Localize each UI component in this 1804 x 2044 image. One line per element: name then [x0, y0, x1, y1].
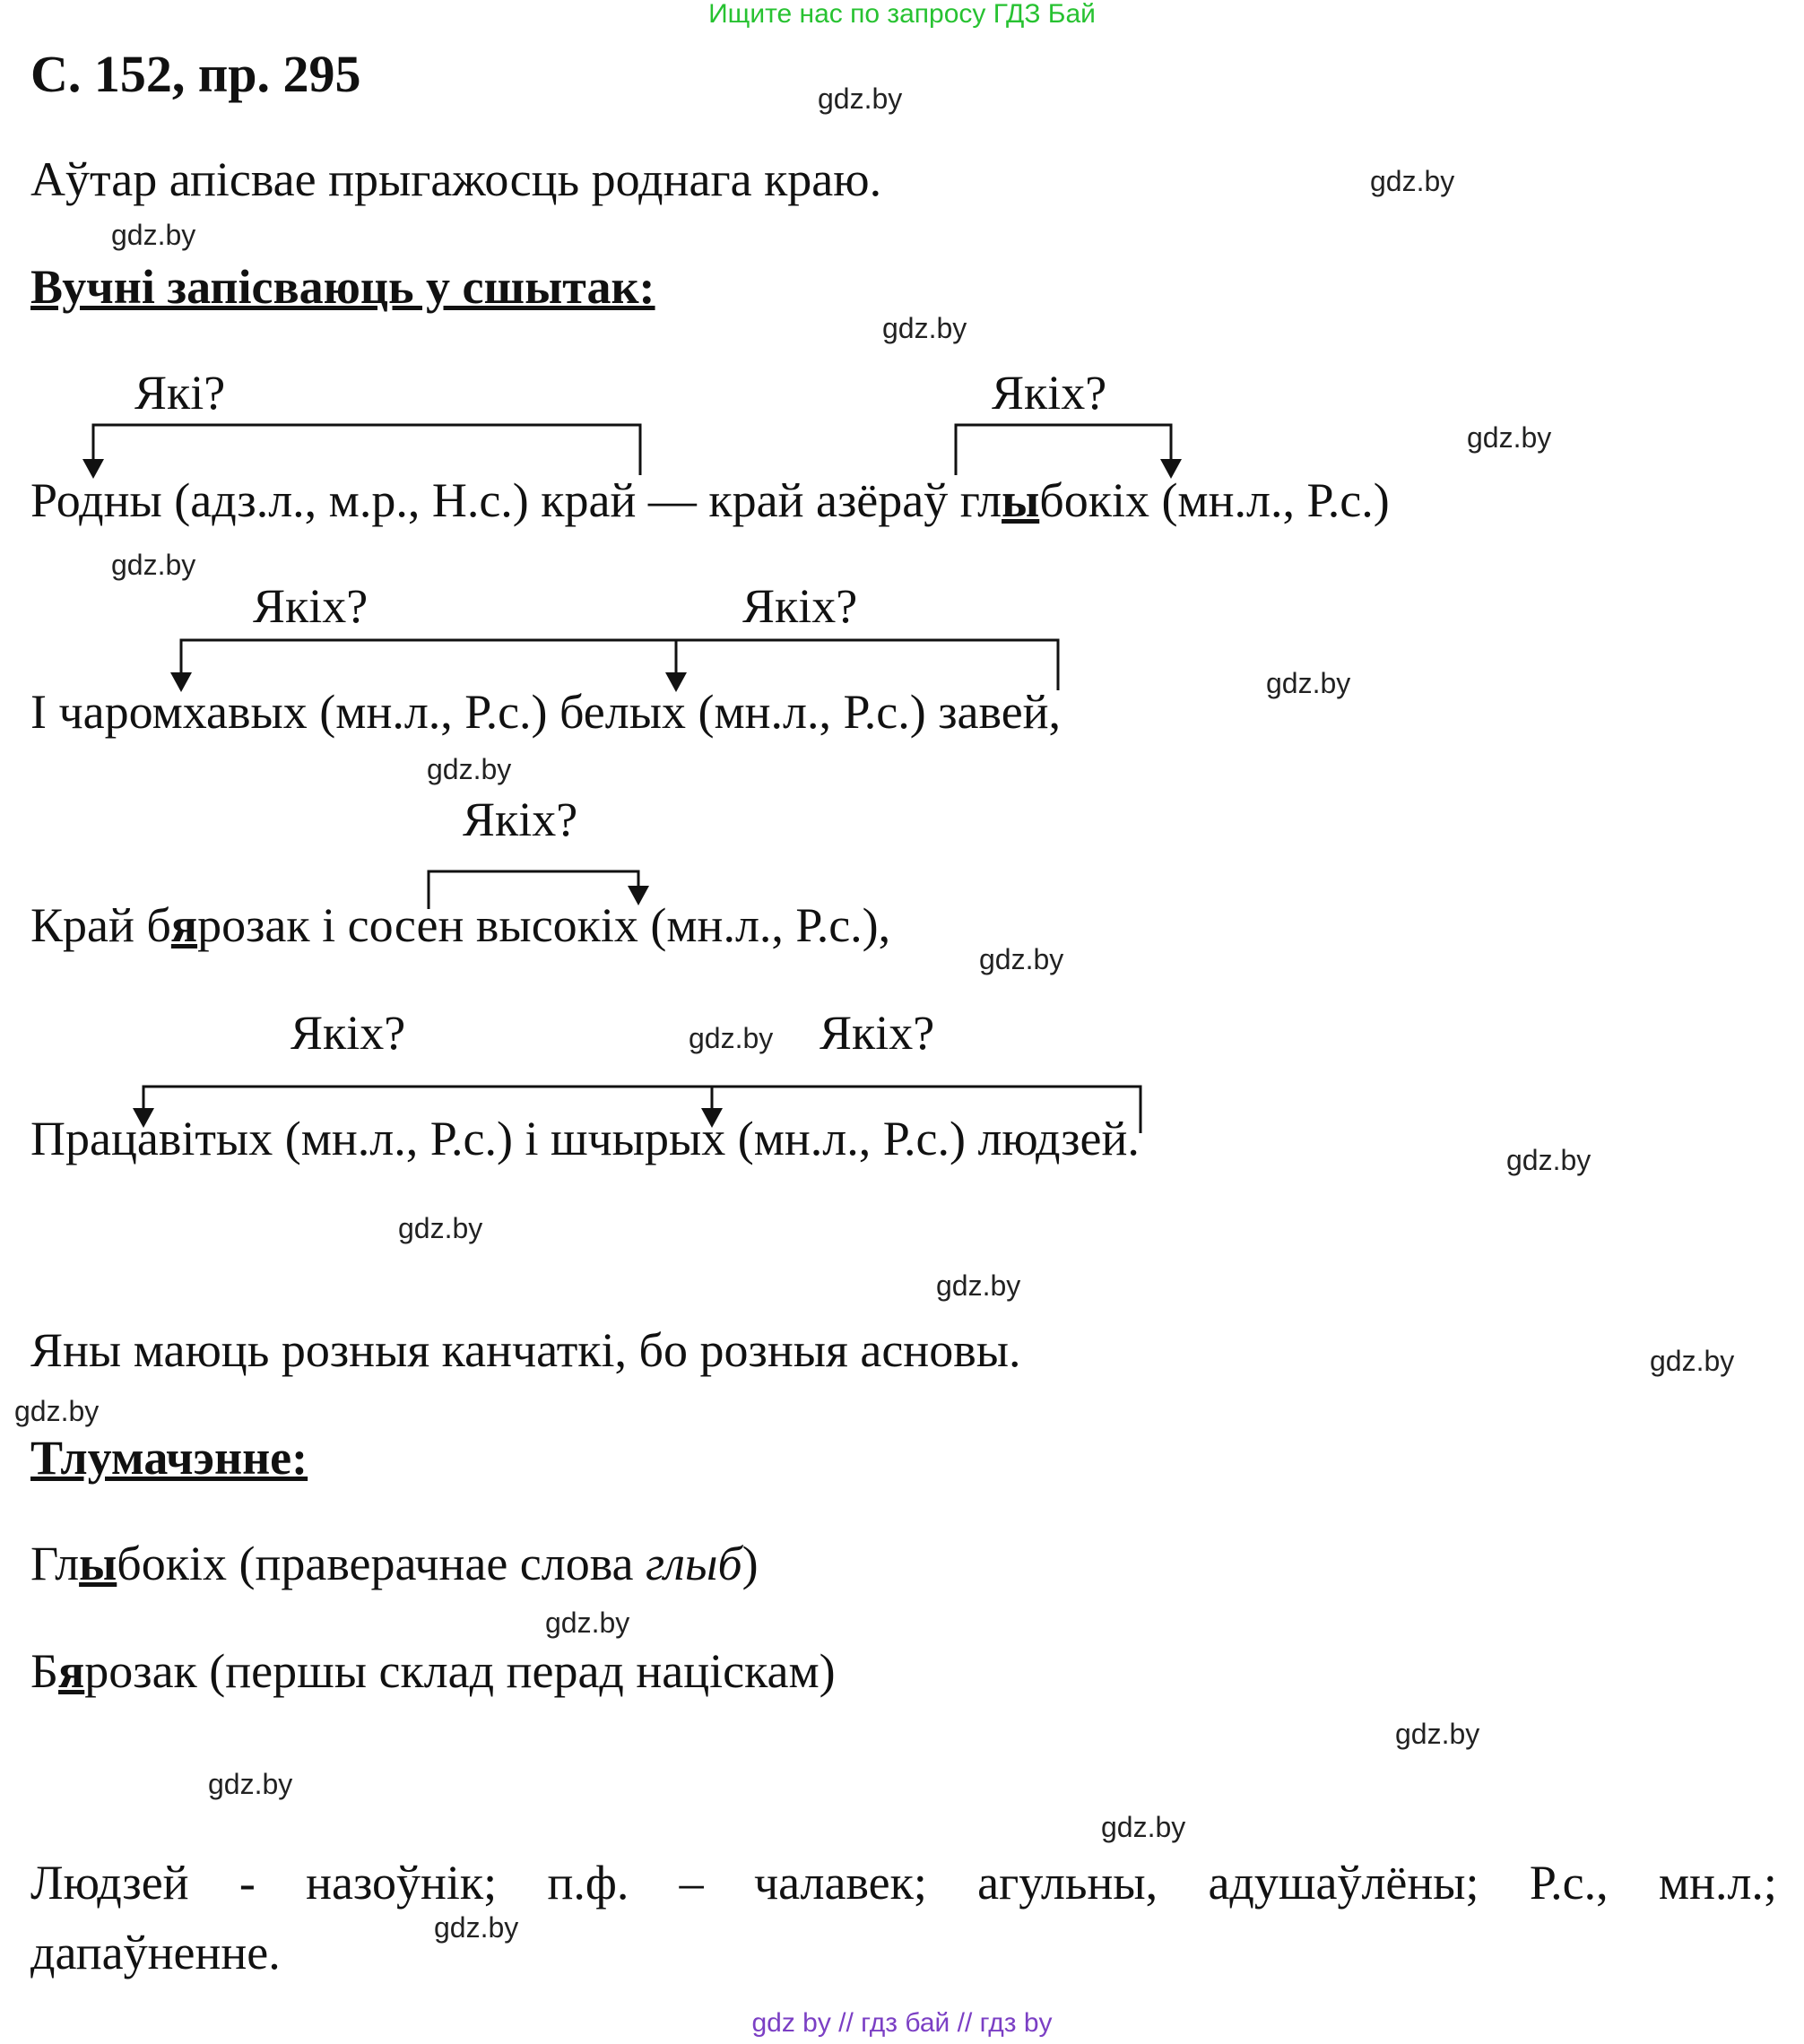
watermark: gdz.by [689, 1022, 774, 1054]
stressed-vowel-mark: ы [79, 1537, 117, 1590]
watermark: gdz.by [434, 1911, 519, 1944]
explanation-line-1 [30, 1535, 759, 1592]
explanation-line-3 [30, 1854, 1777, 1911]
word: чалавек; [753, 1856, 927, 1910]
sentence-line-1 [30, 472, 1390, 529]
watermark: gdz.by [208, 1768, 293, 1800]
text-fragment: Б [30, 1644, 59, 1698]
heading-notebook: Вучні запісваюць у сшытак: [30, 260, 655, 314]
question-label: Якіх? [820, 1006, 935, 1060]
stressed-vowel-mark: ы [1002, 473, 1040, 527]
watermark: gdz.by [936, 1269, 1021, 1302]
text-fragment: бокіх (праверачнае слова [117, 1537, 646, 1590]
watermark: gdz.by [111, 219, 196, 251]
conclusion-line: Яны маюць розныя канчаткі, бо розныя асновы. [30, 1323, 1021, 1377]
question-label: Якіх? [742, 579, 858, 633]
question-label: Якіх? [291, 1006, 406, 1060]
watermark: gdz.by [427, 753, 512, 785]
question-label: Які? [134, 366, 226, 420]
bracket-2 [956, 425, 1182, 479]
explanation-line-2 [30, 1642, 836, 1700]
sentence-line-4: Працавітых (мн.л., Р.с.) і шчырых (мн.л., Р.с.) людзей. [30, 1112, 1140, 1165]
word: назоўнік; [306, 1856, 498, 1910]
footer-links: gdz by // гдз бай // гдз by [751, 2008, 1053, 2038]
page-title: С. 152, пр. 295 [30, 45, 361, 103]
word: Р.с., [1529, 1856, 1609, 1910]
watermark: gdz.by [882, 312, 967, 344]
watermark: gdz.by [14, 1395, 100, 1427]
sentence-line-3 [30, 896, 890, 954]
watermark: gdz.by [979, 943, 1064, 975]
explanation-line-3-end: дапаўненне. [30, 1926, 281, 1979]
watermark: gdz.by [398, 1212, 483, 1244]
text-fragment: Родны (адз.л., м.р., Н.с.) край — край азёраў гл [30, 473, 1002, 527]
watermark: gdz.by [111, 549, 196, 581]
stressed-vowel-mark: я [58, 1644, 85, 1698]
word: адушаўлёны; [1208, 1856, 1479, 1910]
text-fragment: бокіх (мн.л., Р.с.) [1039, 473, 1390, 527]
watermark: gdz.by [1506, 1144, 1592, 1176]
sentence-line-2: І чаромхавых (мн.л., Р.с.) белых (мн.л., Р.с.) завей, [30, 685, 1062, 739]
watermark: gdz.by [1266, 667, 1351, 699]
question-label: Якіх? [253, 579, 369, 633]
text-fragment: Гл [30, 1537, 80, 1590]
watermark: gdz.by [1395, 1718, 1480, 1750]
text-fragment: розак і сосен высокіх (мн.л., Р.с.), [197, 898, 891, 952]
check-word: глыб [645, 1537, 742, 1590]
watermark: gdz.by [545, 1607, 630, 1639]
watermark: gdz.by [1467, 421, 1552, 454]
stressed-vowel-mark: я [170, 898, 198, 952]
word: - [239, 1856, 256, 1910]
heading-explanation: Тлумачэнне: [30, 1431, 308, 1485]
word: мн.л.; [1658, 1856, 1777, 1910]
word: п.ф. [547, 1856, 629, 1910]
word: – [679, 1856, 704, 1910]
question-label: Якіх? [992, 366, 1107, 420]
intro-line: Аўтар апісвае прыгажосць роднага краю. [30, 152, 882, 206]
text-fragment: ) [742, 1537, 759, 1590]
bracket-1 [82, 425, 640, 479]
word: агульны, [977, 1856, 1158, 1910]
watermark: gdz.by [818, 82, 903, 115]
word: Людзей [30, 1856, 189, 1910]
watermark: gdz.by [1650, 1345, 1735, 1377]
text-fragment: розак (першы склад перад націскам) [84, 1644, 836, 1698]
watermark: gdz.by [1370, 165, 1455, 197]
question-label: Якіх? [463, 792, 578, 846]
text-fragment: Край б [30, 898, 171, 952]
watermark: gdz.by [1101, 1811, 1186, 1843]
search-banner: Ищите нас по запросу ГДЗ Бай [708, 0, 1096, 29]
